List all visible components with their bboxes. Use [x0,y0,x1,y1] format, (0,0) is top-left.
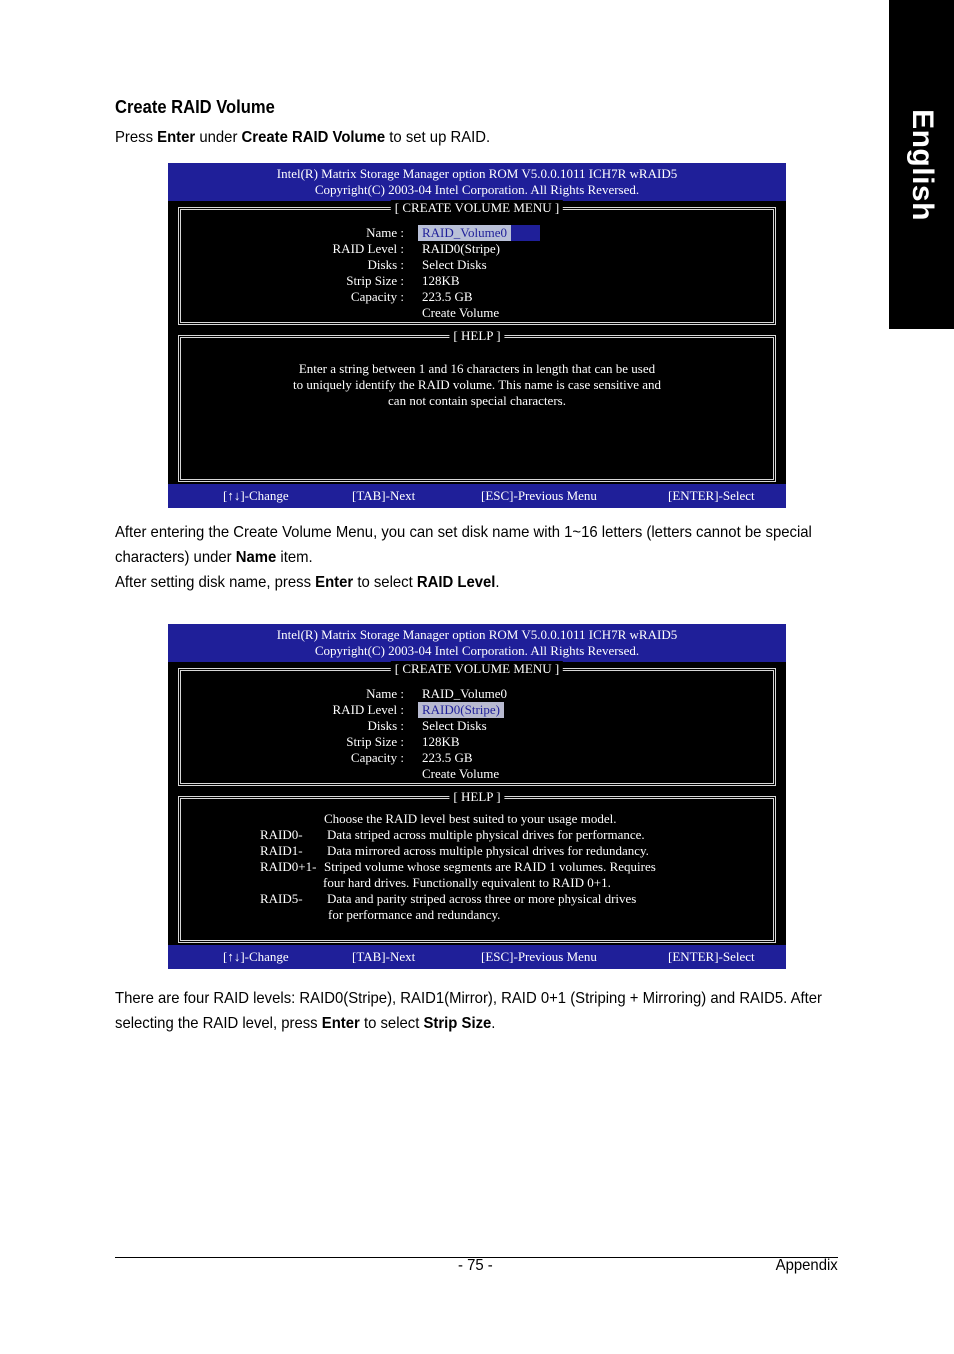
create-volume-item[interactable]: Create Volume [422,766,500,781]
raid-level-field[interactable]: RAID0(Stripe) [422,241,500,256]
language-tab [889,0,954,329]
create-volume-item[interactable]: Create Volume [422,305,500,320]
name-field[interactable]: RAID_Volume0 [422,686,507,701]
create-volume-menu-label: [ CREATE VOLUME MENU ] [391,661,563,677]
strip-size-field[interactable]: 128KB [422,273,460,288]
capacity-field[interactable]: 223.5 GB [422,289,473,304]
paragraph-raid-levels: There are four RAID levels: RAID0(Stripe), RAID1(Mirror), RAID 0+1 (Striping + Mirroring) and RAID5. After selecting the RAID level, press Enter to select Strip Size. [115,990,823,1032]
create-volume-menu: [ CREATE VOLUME MENU ] Name : RAID_Volume0 RAID Level : RAID0(Stripe) Disks : Select Disks Strip Size : 128KB Capacity : 223.5 GB Create Volume [178,668,776,786]
change-hint: [↑↓]-Change [223,488,289,503]
bios-status-bar [168,484,786,508]
disks-field[interactable]: Select Disks [422,257,487,272]
bios-title-bar: Intel(R) Matrix Storage Manager option ROM V5.0.0.1011 ICH7R wRAID5 Copyright(C) 2003-04 Intel Corporation. All Rights Reversed. [168,163,786,201]
language-tab-label: English [905,108,939,221]
help-label: [ HELP ] [449,789,504,805]
prev-menu-hint: [ESC]-Previous Menu [481,488,597,503]
bios-title-bar: Intel(R) Matrix Storage Manager option ROM V5.0.0.1011 ICH7R wRAID5 Copyright(C) 2003-04 Intel Corporation. All Rights Reversed. [168,624,786,662]
create-volume-menu-label: [ CREATE VOLUME MENU ] [391,200,563,216]
help-label: [ HELP ] [449,328,504,344]
strip-size-field[interactable]: 128KB [422,734,460,749]
section-heading: Create RAID Volume [115,97,275,117]
page-number: - 75 - [458,1257,493,1274]
prev-menu-hint: [ESC]-Previous Menu [481,949,597,964]
disks-field[interactable]: Select Disks [422,718,487,733]
help-panel: [ HELP ] Enter a string between 1 and 16 characters in length that can be used to uniquely identify the RAID volume. This name is case sensitive and can not contain special characters. [178,335,776,482]
capacity-field[interactable]: 223.5 GB [422,750,473,765]
next-hint: [TAB]-Next [352,949,416,964]
select-hint: [ENTER]-Select [668,949,755,964]
create-volume-menu: [ CREATE VOLUME MENU ] Name : RAID_Volume0 RAID Level : RAID0(Stripe) Disks : Select Disks Strip Size : 128KB Capacity : 223.5 GB Create Volume [178,207,776,325]
next-hint: [TAB]-Next [352,488,416,503]
footer-section-name: Appendix [775,1257,838,1274]
bios-status-bar [168,945,786,969]
name-field[interactable]: RAID_Volume0 [418,225,540,241]
bios-screen-raid-level [168,624,786,969]
intro-paragraph: Press Enter under Create RAID Volume to set up RAID. [115,129,491,146]
change-hint: [↑↓]-Change [223,949,289,964]
select-hint: [ENTER]-Select [668,488,755,503]
paragraph-name-instructions: After entering the Create Volume Menu, you can set disk name with 1~16 letters (letters cannot be special characters) under Name item. After setting disk name, press Enter to select RAID Level. [115,524,812,591]
help-panel: [ HELP ] Choose the RAID level best suited to your usage model. RAID0- Data striped across multiple physical drives for performance. RAID1- Data mirrored across multiple physical drives for redundancy. RAID0+1- Striped volume whose segments are RAID 1 volumes. Requires four hard drives. Functionally equivalent to RAID 0+1. RAID5- Data and parity striped across three or more physical drives for performance and redundancy. [178,796,776,943]
raid-level-field[interactable]: RAID0(Stripe) [418,702,504,718]
bios-screen-name [168,163,786,508]
